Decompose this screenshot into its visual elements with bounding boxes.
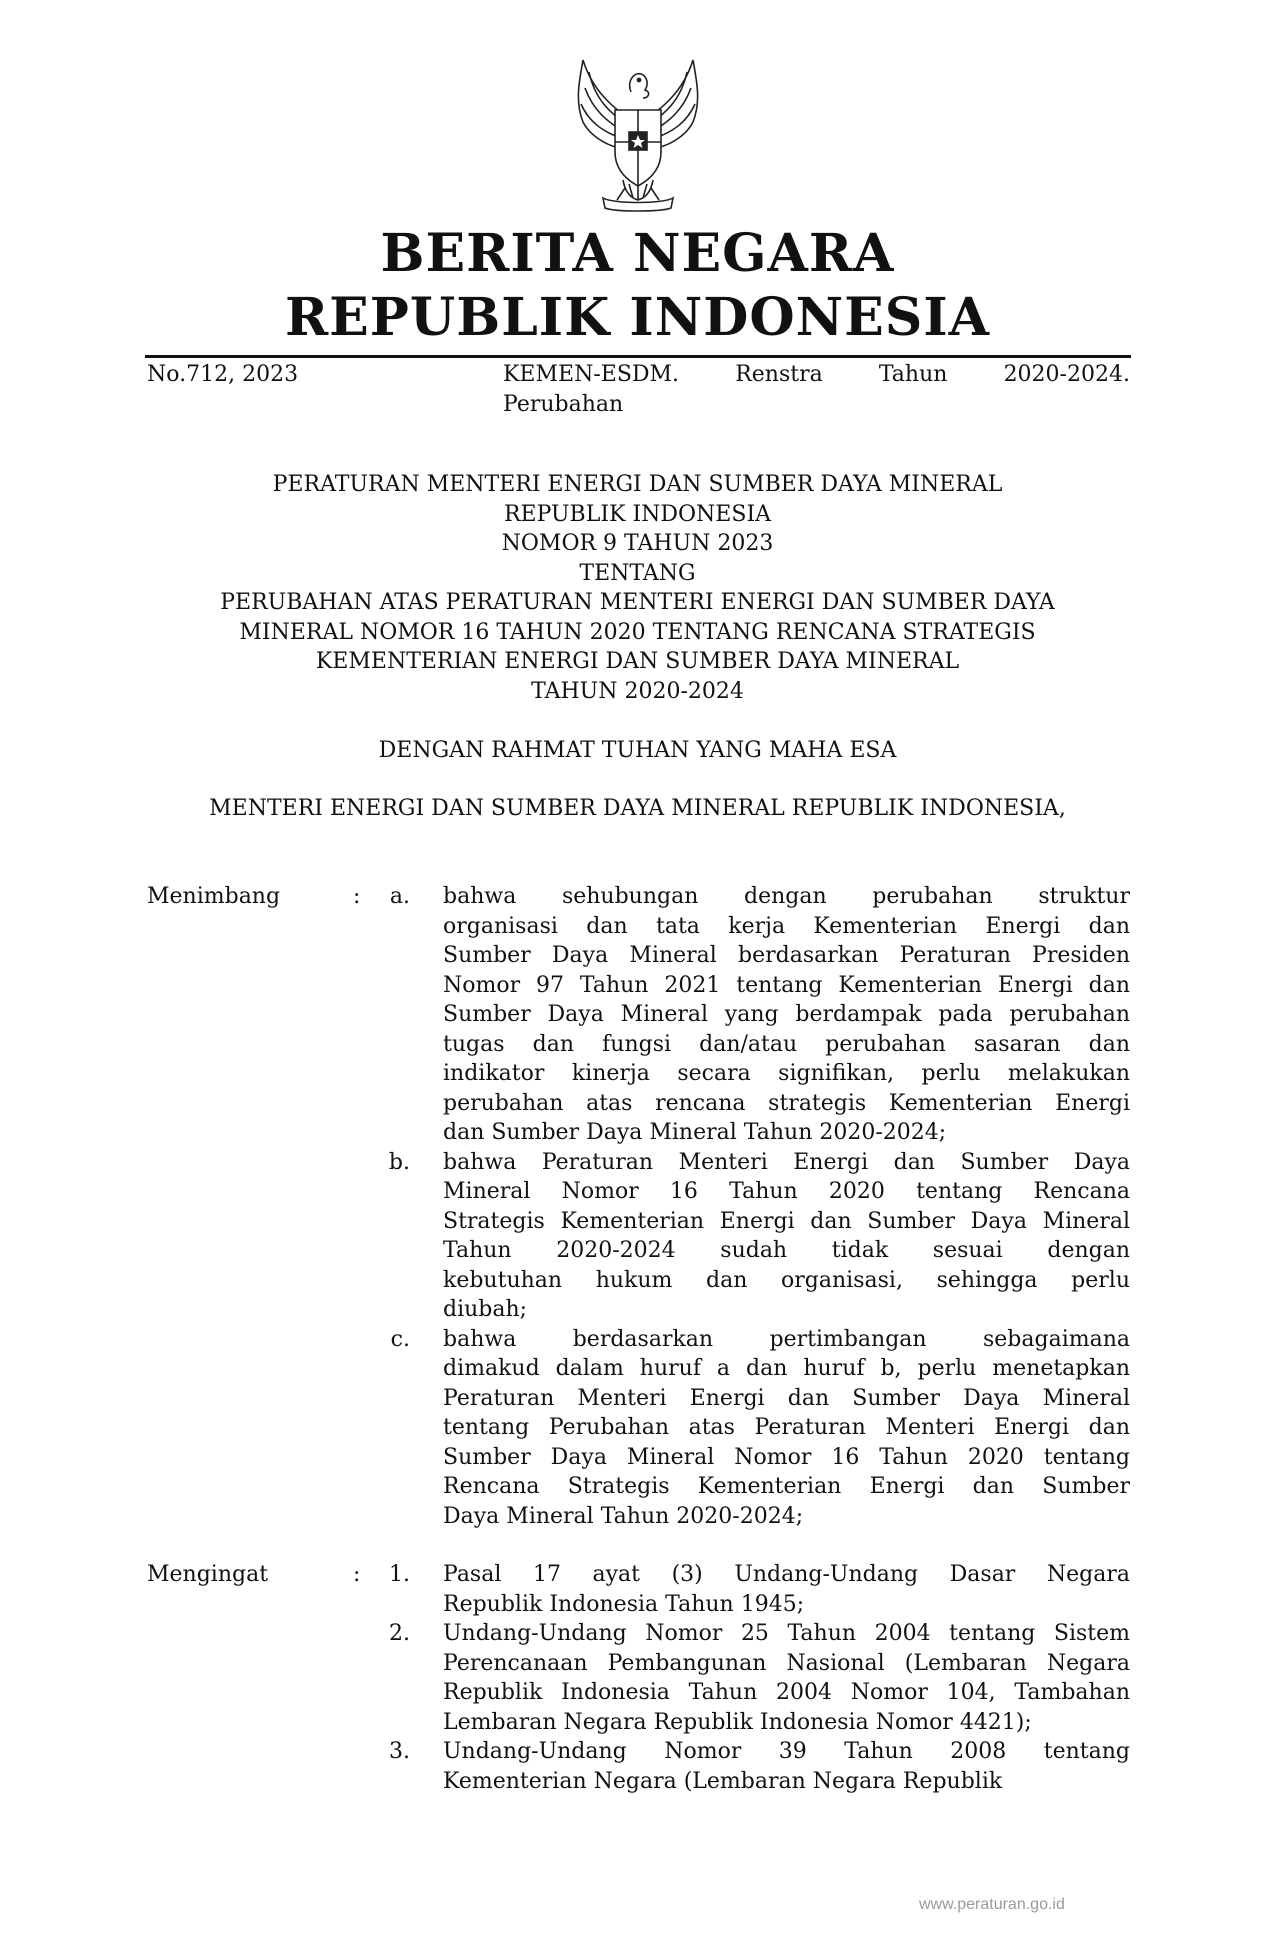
item-text [443,1148,1130,1325]
text-line: Pasal 17 ayat (3) Undang-Undang Dasar Negara [443,1562,1130,1587]
text-line: indikator kinerja secara signifikan, perlu melakukan [443,1061,1130,1086]
item-marker: 3. [389,1739,410,1764]
text-line: Daya Mineral Tahun 2020-2024; [443,1503,804,1529]
item-marker: b. [388,1149,410,1175]
text-line: Sumber Daya Mineral Nomor 16 Tahun 2020 tentang [443,1444,1130,1470]
text-line: bahwa sehubungan dengan perubahan struktur [443,884,1130,909]
section-colon: : [353,1562,361,1587]
topic-word: Tahun [878,362,948,387]
text-line: tentang Perubahan atas Peraturan Menteri Energi dan [443,1415,1130,1440]
text-line: organisasi dan tata kerja Kementerian Energi dan [443,913,1130,939]
title-line: MINERAL NOMOR 16 TAHUN 2020 TENTANG RENCANA STRATEGIS [239,619,1036,645]
item-marker: 1. [389,1562,410,1587]
item-marker: 2. [389,1621,410,1646]
text-line: bahwa Peraturan Menteri Energi dan Sumber Daya [443,1149,1130,1175]
text-line: kebutuhan hukum dan organisasi, sehingga perlu [443,1267,1130,1293]
text-line: Republik Indonesia Tahun 1945; [443,1591,805,1617]
text-line: Mineral Nomor 16 Tahun 2020 tentang Rencana [443,1179,1130,1204]
item-marker: a. [389,884,410,909]
text-line: bahwa berdasarkan pertimbangan sebagaimana [443,1326,1130,1352]
topic-word: KEMEN-ESDM. [503,362,680,387]
text-line: Perencanaan Pembangunan Nasional (Lembaran Negara [443,1650,1130,1676]
section-label: Mengingat [147,1562,269,1587]
text-line: Kementerian Negara (Lembaran Negara Republik [443,1768,1003,1794]
garuda-emblem-icon [553,52,723,214]
title-line: TENTANG [579,560,696,586]
text-line: Nomor 97 Tahun 2021 tentang Kementerian Energi dan [443,972,1130,998]
topic-line-2: Perubahan [503,392,624,417]
section-label: Menimbang [147,884,281,909]
text-line: Rencana Strategis Kementerian Energi dan Sumber [443,1474,1130,1499]
text-line: diubah; [443,1297,528,1322]
masthead-title: BERITA NEGARA [380,223,895,284]
item-text [443,1619,1130,1737]
title-line: KEMENTERIAN ENERGI DAN SUMBER DAYA MINERAL [315,649,960,674]
regulation-title [140,470,1135,706]
text-line: Strategis Kementerian Energi dan Sumber Daya Mineral [443,1208,1130,1234]
text-line: Lembaran Negara Republik Indonesia Nomor 4421); [443,1709,1032,1735]
text-line: Sumber Daya Mineral yang berdampak pada perubahan [443,1002,1130,1027]
title-line: NOMOR 9 TAHUN 2023 [501,531,774,556]
text-line: Undang-Undang Nomor 39 Tahun 2008 tentang [443,1739,1130,1764]
text-line: Tahun 2020-2024 sudah tidak sesuai dengan [443,1238,1130,1263]
item-text [443,1737,1130,1796]
text-line: tugas dan fungsi dan/atau perubahan sasaran dan [443,1031,1130,1057]
masthead-divider [145,355,1131,358]
topic-word: Renstra [735,362,823,387]
watermark-url: www.peraturan.go.id [919,1896,1065,1913]
gazette-topic [503,360,1130,420]
text-line: perubahan atas rencana strategis Kementerian Energi [443,1090,1130,1116]
title-line: REPUBLIK INDONESIA [503,501,772,527]
text-line: Sumber Daya Mineral berdasarkan Peraturan Presiden [443,943,1130,968]
text-line: dan Sumber Daya Mineral Tahun 2020-2024; [443,1120,947,1145]
text-line: Peraturan Menteri Energi dan Sumber Daya Mineral [443,1385,1130,1411]
title-line: TAHUN 2020-2024 [531,678,744,704]
topic-word: 2020-2024. [1003,362,1130,387]
text-line: Undang-Undang Nomor 25 Tahun 2004 tentang Sistem [443,1621,1130,1646]
title-line: PERUBAHAN ATAS PERATURAN MENTERI ENERGI DAN SUMBER DAYA [220,590,1055,615]
masthead-subtitle: REPUBLIK INDONESIA [284,287,991,348]
item-text [443,1560,1130,1619]
item-text [443,882,1130,1148]
gazette-number: No.712, 2023 [147,362,299,387]
invocation: DENGAN RAHMAT TUHAN YANG MAHA ESA [378,738,897,763]
title-line: PERATURAN MENTERI ENERGI DAN SUMBER DAYA MINERAL [272,472,1003,497]
item-text [443,1325,1130,1532]
text-line: dimakud dalam huruf a dan huruf b, perlu menetapkan [443,1356,1130,1381]
issuer-heading: MENTERI ENERGI DAN SUMBER DAYA MINERAL REPUBLIK INDONESIA, [209,796,1066,821]
section-colon: : [353,884,361,909]
text-line: Republik Indonesia Tahun 2004 Nomor 104, Tambahan [443,1680,1130,1705]
item-marker: c. [390,1326,410,1352]
